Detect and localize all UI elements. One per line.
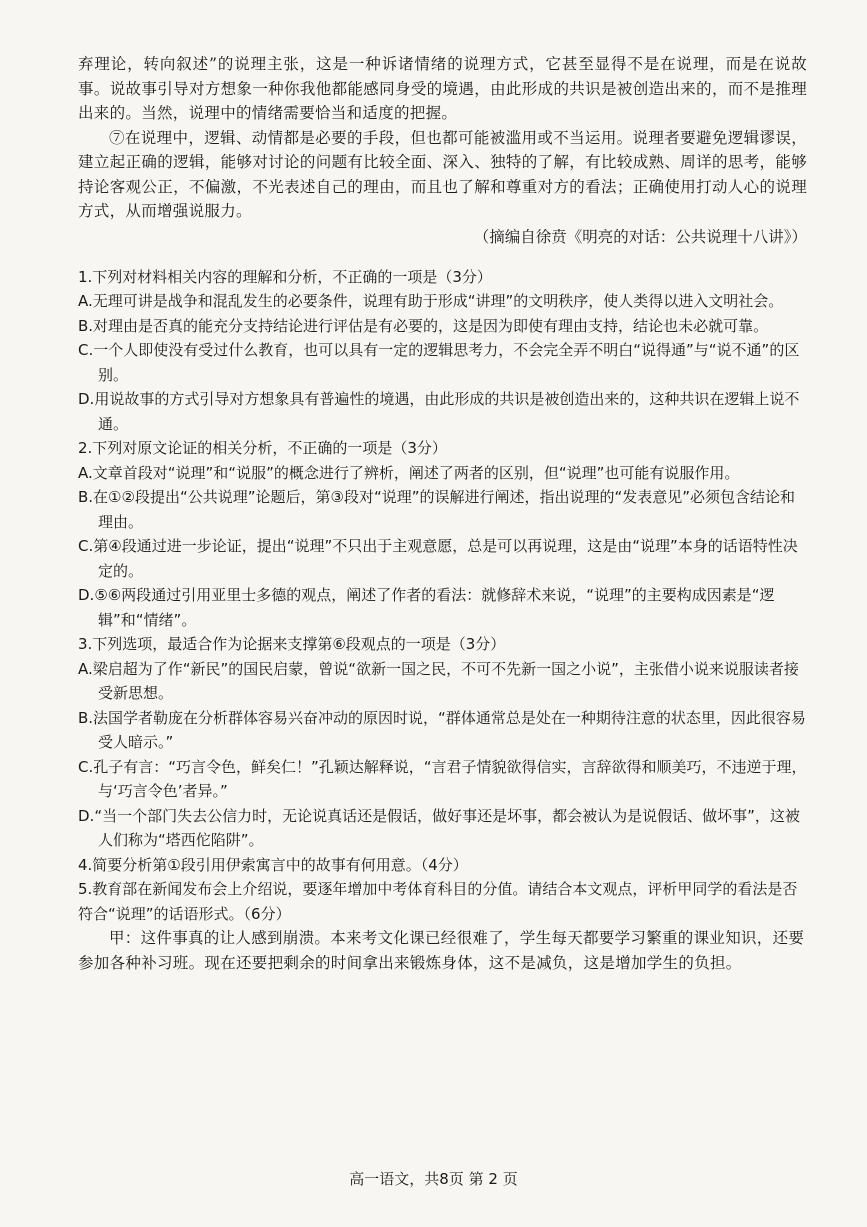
option-a: A.梁启超为了作“新民”的国民启蒙，曾说“欲新一国之民，不可不先新一国之小说”，主张借小说来说服读者接受新思想。 (78, 659, 799, 702)
question-3 (78, 632, 807, 853)
page-footer: 高一语文，共8页 第 2 页 (349, 1170, 518, 1188)
option-c: C.第④段通过进一步论证，提出“说理”不只出于主观意愿，总是可以再说理，这是由“说理”本身的话语特性决定的。 (78, 537, 798, 580)
passage-paragraph-7: ⑦在说理中，逻辑、动情都是必要的手段，但也都可能被滥用或不当运用。说理者要避免逻辑谬误，建立起正确的逻辑，能够对讨论的问题有比较全面、深入、独特的了解，有比较成熟、周详的思考，能够持论客观公正，不偏激，不光表述自己的理由，而且也了解和尊重对方的看法；正确使用打动人心的说理方式，从而增强说服力。 (78, 128, 807, 220)
question-stem: 1.下列对材料相关内容的理解和分析，不正确的一项是（3分） (78, 267, 492, 286)
question-stem: 4.简要分析第①段引用伊索寓言中的故事有何用意。（4分） (78, 855, 468, 874)
student-quote: 甲：这件事真的让人感到崩溃。本来考文化课已经很难了，学生每天都要学习繁重的课业知识，还要参加各种补习班。现在还要把剩余的时间拿出来锻炼身体，这不是减负，这是增加学生的负担。 (78, 929, 805, 972)
question-stem: 5.教育部在新闻发布会上介绍说，要逐年增加中考体育科目的分值。请结合本文观点，评析甲同学的看法是否符合“说理”的话语形式。（6分） (78, 880, 798, 923)
option-b: B.对理由是否真的能充分支持结论进行评估是有必要的，这是因为即使有理由支持，结论也未必就可靠。 (78, 316, 769, 335)
option-b: B.在①②段提出“公共说理”论题后，第③段对“说理”的误解进行阐述，指出说理的“发表意见”必须包含结论和理由。 (78, 488, 796, 531)
question-2 (78, 436, 807, 632)
option-b: B.法国学者勒庞在分析群体容易兴奋冲动的原因时说，“群体通常总是处在一种期待注意的状态里，因此很容易受人暗示。” (78, 708, 806, 751)
option-d: D.“当一个部门失去公信力时，无论说真话还是假话，做好事还是坏事，都会被认为是说假话、做坏事”，这被人们称为“塔西佗陷阱”。 (78, 806, 800, 849)
option-a: A.文章首段对“说理”和“说服”的概念进行了辨析，阐述了两者的区别，但“说理”也可能有说服作用。 (78, 463, 740, 482)
passage-paragraph-continued: 弃理论，转向叙述”的说理主张，这是一种诉诸情绪的说理方式，它甚至显得不是在说理，而是在说故事。说故事引导对方想象一种你我他都能感同身受的境遇，由此形成的共识是被创造出来的，而不是推理出来的。当然，说理中的情绪需要恰当和适度的把握。 (78, 55, 807, 122)
question-5 (78, 877, 807, 975)
question-stem: 2.下列对原文论证的相关分析，不正确的一项是（3分） (78, 439, 447, 457)
question-4 (78, 853, 807, 878)
option-c: C.一个人即使没有受过什么教育，也可以具有一定的逻辑思考力，不会完全弄不明白“说得通”与“说不通”的区别。 (78, 341, 800, 384)
option-c: C.孔子有言：“巧言令色，鲜矣仁！”孔颖达解释说，“言君子情貌欲得信实，言辞欲得和顺美巧，不违逆于理，与‘巧言令色’者异。” (78, 757, 807, 800)
option-d: D.用说故事的方式引导对方想象具有普遍性的境遇，由此形成的共识是被创造出来的，这种共识在逻辑上说不通。 (78, 390, 800, 433)
question-1 (78, 265, 807, 437)
passage-source: （摘编自徐贲《明亮的对话：公共说理十八讲》） (473, 227, 807, 246)
question-stem: 3.下列选项，最适合作为论据来支撑第⑥段观点的一项是（3分） (78, 635, 506, 653)
option-a: A.无理可讲是战争和混乱发生的必要条件，说理有助于形成“讲理”的文明秩序，使人类得以进入文明社会。 (78, 292, 784, 310)
option-d: D.⑤⑥两段通过引用亚里士多德的观点，阐述了作者的看法：就修辞术来说，“说理”的主要构成因素是“逻辑”和“情绪”。 (78, 586, 775, 629)
